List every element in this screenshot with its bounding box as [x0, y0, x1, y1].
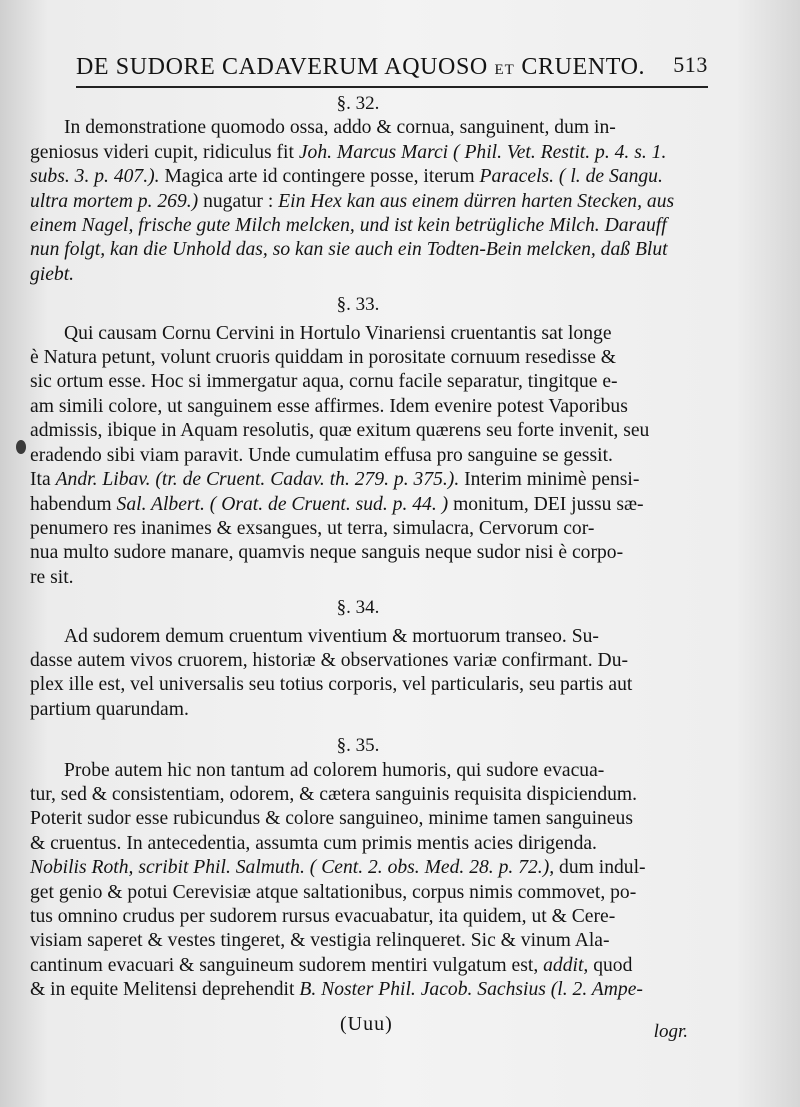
signature-mark: (Uuu) — [340, 1013, 393, 1035]
ink-stain — [16, 440, 26, 454]
catchword: logr. — [653, 1021, 688, 1042]
page-number: 513 — [673, 52, 708, 77]
running-header — [48, 44, 708, 84]
running-title: DE SUDORE CADAVERUM AQUOSO ET CRUENTO. — [76, 54, 646, 80]
section-34: Ad sudorem demum cruentum viventium & mortuorum transeo. Su- dasse autem vivos cruorem, historiæ & observationes variæ confirmant. Du- plex ille est, vel universalis seu totius corporis, vel particularis, seu partis aut partium quarundam. — [30, 625, 633, 720]
header-rule — [76, 86, 708, 88]
page-body — [30, 92, 686, 1003]
section-32: In demonstratione quomodo ossa, addo & cornua, sanguinent, dum in- geniosus videri cupit, ridiculus fit Joh. Marcus Marci ( Phil. Vet. Restit. p. 4. s. 1. subs. 3. p. 407.). Magica arte id contingere posse, iterum Paracels. ( l. de Sangu. ultra mortem p. 269.) nugatur : Ein Hex kan aus einem dürren harten Stecken, aus einem Nagel, frische gute Milch melcken, und ist kein betrügliche Milch. Darauff nun folgt, kan die Unhold das, so kan sie auch ein Todten-Bein melcken, daß Blut giebt. — [30, 117, 675, 285]
section-heading-33: §. 33. — [336, 294, 380, 316]
section-heading-34: §. 34. — [336, 597, 380, 619]
section-35: Probe autem hic non tantum ad colorem humoris, qui sudore evacua- tur, sed & consistentiam, odorem, & cætera sanguinis requisita dispiciendum. Poterit sudor esse rubicundus & colore sanguineo, minime tamen sanguineus & cruentus. In antecedentia, assumta cum primis mentis acies dirigenda. Nobilis Roth, scribit Phil. Salmuth. ( Cent. 2. obs. Med. 28. p. 72.), dum indul- get genio & potui Cerevisiæ atque saltationibus, corpus nimis commovet, po- tus omnino crudus per sudorem rursus evacuabatur, ita quidem, ut & Cere- visiam saperet & vestes tingeret, & vestigia relinqueret. Sic & vinum Ala- cantinum evacuari & sanguineum sudorem mentiri vulgatum est, addit, quod & in equite Melitensi deprehendit B. Noster Phil. Jacob. Sachsius (l. 2. Ampe- — [30, 759, 646, 1001]
section-heading-35: §. 35. — [336, 735, 380, 757]
section-33: Qui causam Cornu Cervini in Hortulo Vinariensi cruentantis sat longe è Natura petunt, volunt cruoris quiddam in porositate cornuum resedisse & sic ortum esse. Hoc si immergatur aqua, cornu facile separatur, tingitque e- am simili colore, ut sanguinem esse affirmes. Idem evenire potest Vaporibus admissis, ibique in Aquam resolutis, quæ exitum quærens seu forte invenit, seu eradendo sibi viam paravit. Unde cumulatim effusa pro sanguine se gessit. Ita Andr. Libav. (tr. de Cruent. Cadav. th. 279. p. 375.). Interim minimè pensi- habendum Sal. Albert. ( Orat. de Cruent. sud. p. 44. ) monitum, DEI jussu sæ- penumero res inanimes & exsangues, ut terra, simulacra, Cervorum cor- nua multo sudore manare, quamvis neque sanguis neque sudor nisi è corpo- re sit. — [30, 322, 650, 588]
section-heading-32: §. 32. — [336, 93, 380, 114]
